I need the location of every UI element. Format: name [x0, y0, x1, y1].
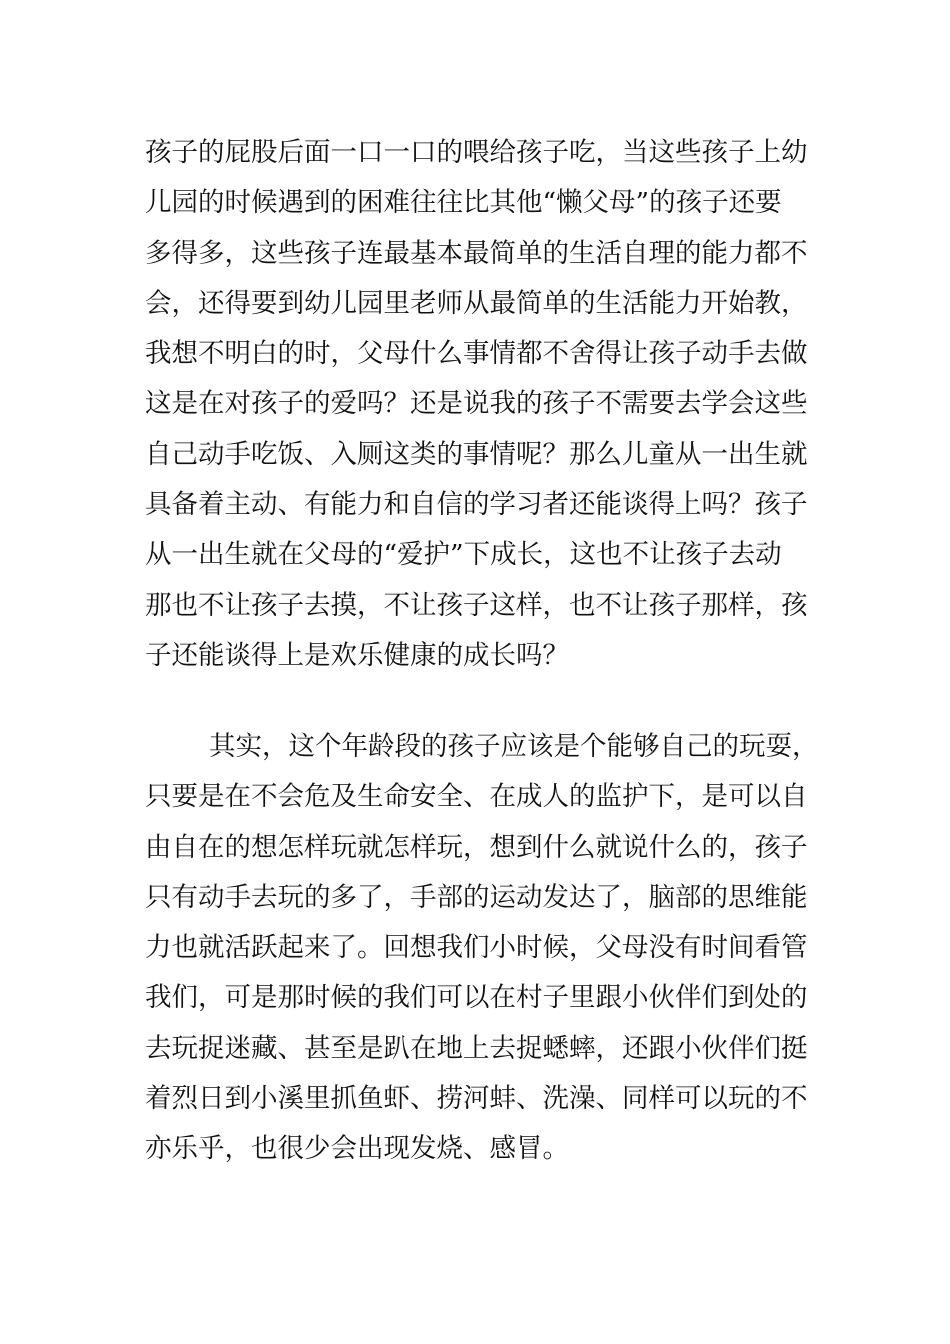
text-line: 力也就活跃起来了。回想我们小时候，父母没有时间看管 [145, 932, 808, 964]
text-line: 那也不让孩子去摸，不让孩子这样，也不让孩子那样，孩 [145, 589, 808, 621]
text-line: 这是在对孩子的爱吗？还是说我的孩子不需要去学会这些 [145, 388, 808, 420]
text-line: 从一出生就在父母的“爱护”下成长，这也不让孩子去动 [145, 539, 782, 571]
text-line: 我想不明白的时，父母什么事情都不舍得让孩子动手去做 [145, 338, 808, 370]
text-line: 我们，可是那时候的我们可以在村子里跟小伙伴们到处的 [145, 982, 808, 1014]
text-line: 自己动手吃饭、入厕这类的事情呢？那么儿童从一出生就 [145, 438, 808, 470]
text-line: 只有动手去玩的多了，手部的运动发达了，脑部的思维能 [145, 881, 808, 913]
text-line: 去玩捉迷藏、甚至是趴在地上去捉蟋蟀，还跟小伙伴们挺 [145, 1032, 808, 1064]
text-line: 孩子的屁股后面一口一口的喂给孩子吃，当这些孩子上幼 [145, 137, 808, 168]
text-line: 由自在的想怎样玩就怎样玩，想到什么就说什么的，孩子 [145, 831, 808, 863]
text-line: 具备着主动、有能力和自信的学习者还能谈得上吗？孩子 [145, 489, 808, 521]
text-line: 只要是在不会危及生命安全、在成人的监护下，是可以自 [145, 781, 808, 813]
paragraph-2 [145, 722, 819, 1175]
text-line: 会，还得要到幼儿园里老师从最简单的生活能力开始教， [145, 287, 808, 319]
paragraph-1 [145, 128, 810, 681]
text-line-indented: 其实，这个年龄段的孩子应该是个能够自己的玩耍， [209, 731, 819, 762]
text-line: 儿园的时候遇到的困难往往比其他“懒父母”的孩子还要 [145, 187, 782, 219]
text-line: 亦乐乎，也很少会出现发烧、感冒。 [145, 1133, 569, 1165]
text-line: 着烈日到小溪里抓鱼虾、捞河蚌、洗澡、同样可以玩的不 [145, 1083, 808, 1115]
text-line: 多得多，这些孩子连最基本最简单的生活自理的能力都不 [145, 237, 808, 269]
text-line: 子还能谈得上是欢乐健康的成长吗？ [145, 639, 569, 671]
